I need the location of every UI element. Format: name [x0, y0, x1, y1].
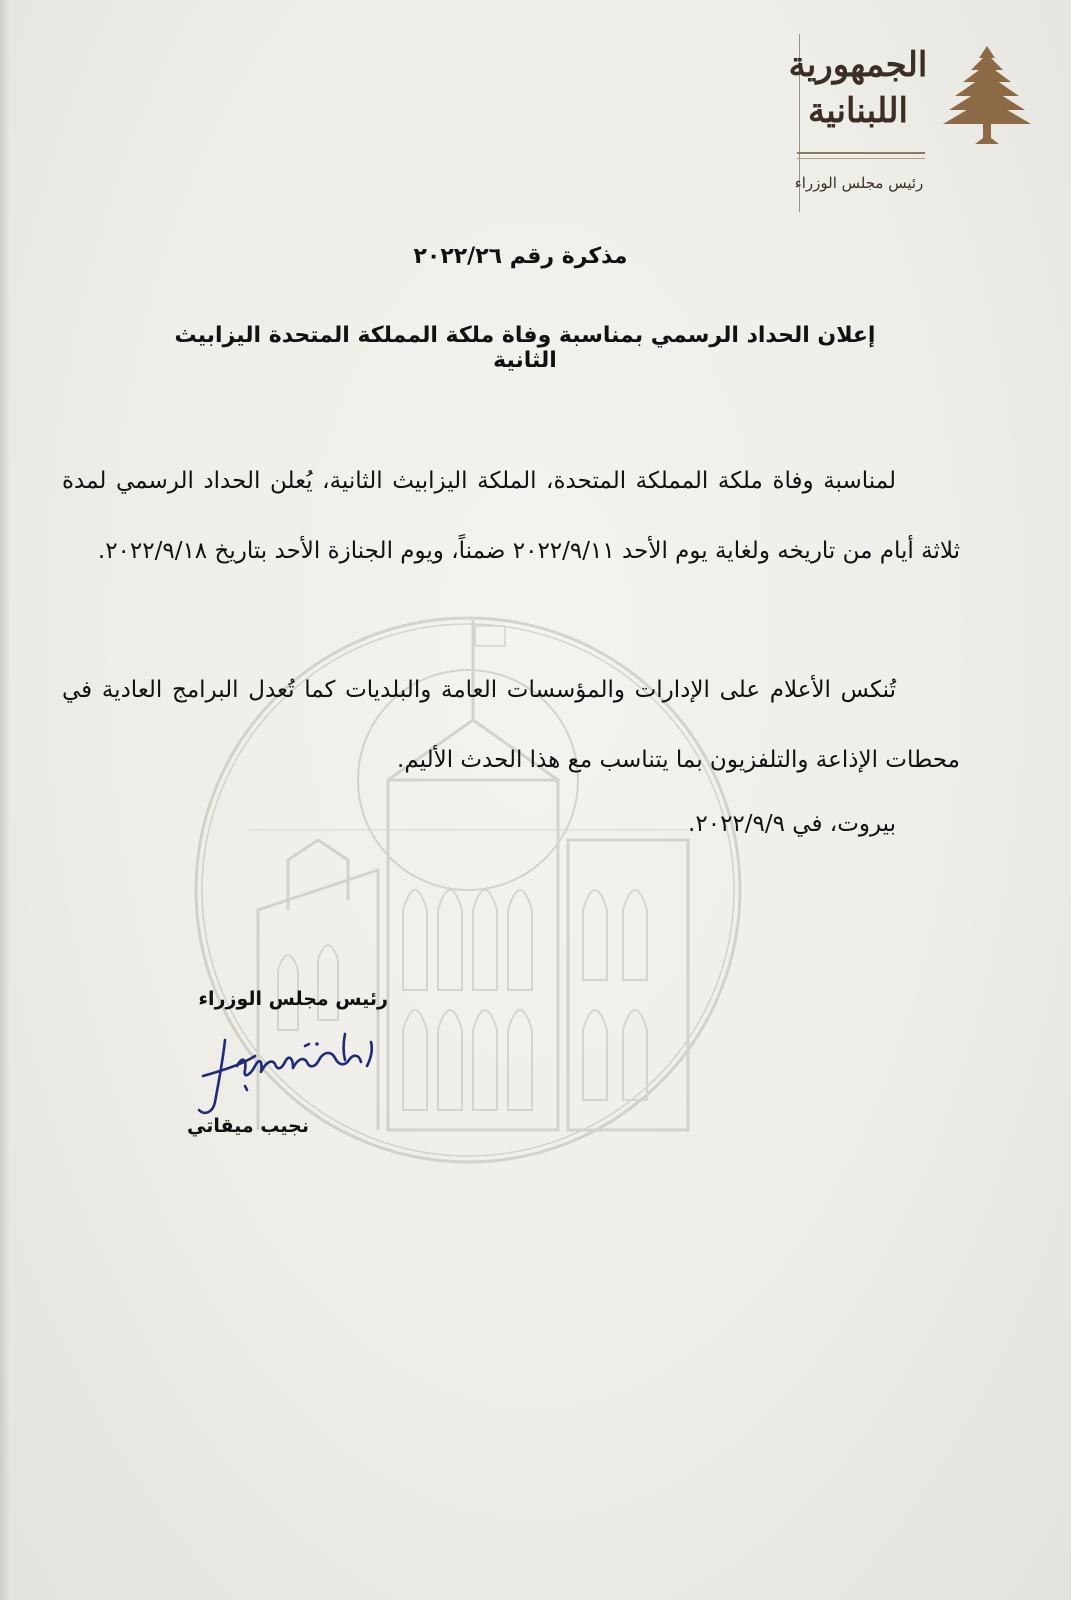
letterhead-subtitle: رئيس مجلس الوزراء — [794, 174, 924, 192]
letterhead-rule-thin — [797, 158, 925, 159]
cedar-tree-icon — [941, 44, 1033, 150]
signatory-title: رئيس مجلس الوزراء — [198, 988, 388, 1010]
memo-number: مذكرة رقم ٢٠٢٢/٢٦ — [413, 244, 628, 269]
letterhead — [733, 34, 1033, 214]
letterhead-title — [783, 42, 933, 134]
handwritten-signature-icon — [185, 1030, 385, 1120]
letterhead-rule — [797, 152, 925, 154]
letterhead-title-line2: اللبنانية — [808, 91, 908, 131]
body-paragraph-2: تُنكس الأعلام على الإدارات والمؤسسات العامة والبلديات كما تُعدل البرامج العادية في محطات الإذاعة والتلفزيون بما يتناسب مع هذا الحدث الأليم. — [62, 677, 960, 773]
memo-subject: إعلان الحداد الرسمي بمناسبة وفاة ملكة المملكة المتحدة اليزابيث الثانية — [174, 323, 876, 373]
body-paragraph-1: لمناسبة وفاة ملكة المملكة المتحدة، الملكة اليزابيث الثانية، يُعلن الحداد الرسمي لمدة ثلاثة أيام من تاريخه ولغاية يوم الأحد ٢٠٢٢/٩/١١ ضمناً، ويوم الجنازة الأحد بتاريخ ٢٠٢٢/٩/١٨. — [62, 468, 960, 564]
place-date: بيروت، في ٢٠٢٢/٩/٩. — [688, 811, 896, 837]
letterhead-title-line1: الجمهورية — [788, 45, 928, 85]
signatory-name: نجيب ميقاتي — [187, 1115, 309, 1137]
